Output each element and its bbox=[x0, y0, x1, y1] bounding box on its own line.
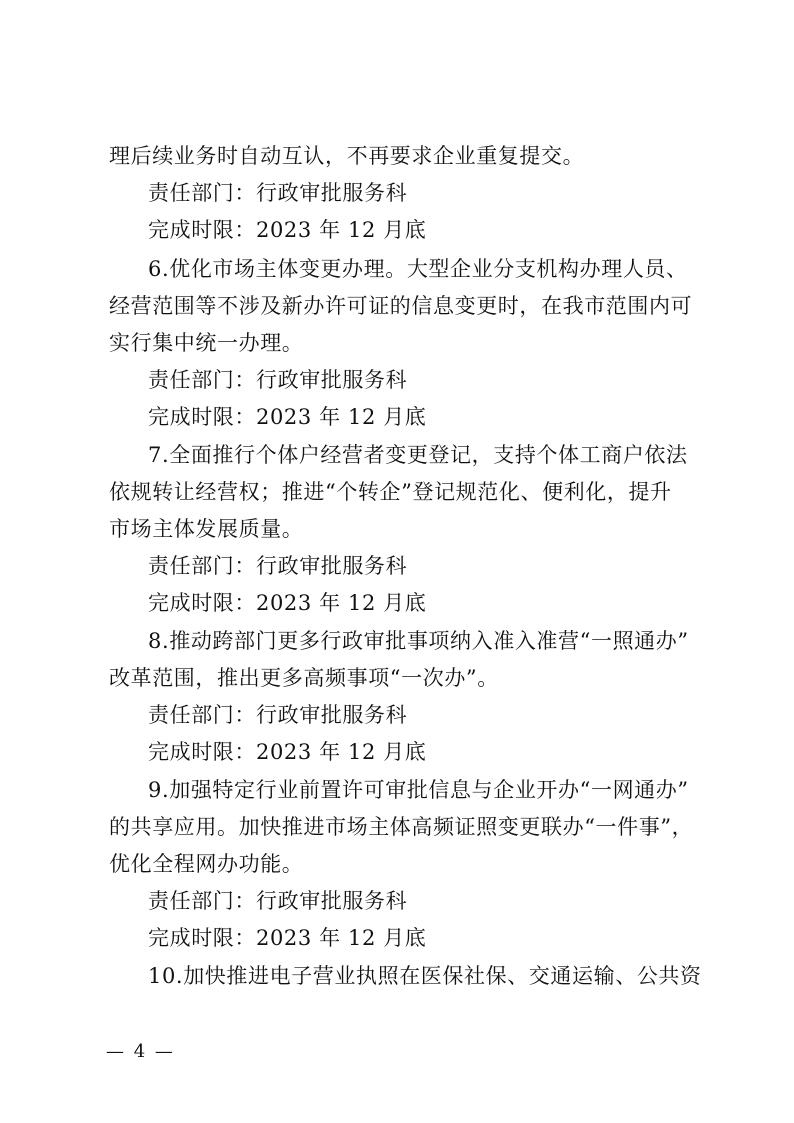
deadline: 完成时限：2023 年 12 月底 bbox=[148, 405, 427, 429]
paragraph-line: 优化全程网办功能。 bbox=[109, 852, 304, 876]
paragraph-line: 理后续业务时自动互认，不再要求企业重复提交。 bbox=[109, 144, 585, 168]
paragraph-line: 依规转让经营权；推进“个转企”登记规范化、便利化，提升 bbox=[109, 480, 672, 504]
deadline: 完成时限：2023 年 12 月底 bbox=[148, 926, 427, 950]
item-7-heading: 7.全面推行个体户经营者变更登记，支持个体工商户依法 bbox=[148, 443, 688, 467]
paragraph-line: 改革范围，推出更多高频事项“一次办”。 bbox=[109, 666, 499, 690]
item-8-heading: 8.推动跨部门更多行政审批事项纳入准入准营“一照通办” bbox=[148, 629, 689, 653]
responsible-department: 责任部门：行政审批服务科 bbox=[148, 889, 408, 913]
item-10-heading: 10.加快推进电子营业执照在医保社保、交通运输、公共资 bbox=[148, 964, 702, 988]
item-6-heading: 6.优化市场主体变更办理。大型企业分支机构办理人员、 bbox=[148, 257, 688, 281]
paragraph-line: 市场主体发展质量。 bbox=[109, 517, 304, 541]
deadline: 完成时限：2023 年 12 月底 bbox=[148, 218, 427, 242]
deadline: 完成时限：2023 年 12 月底 bbox=[148, 740, 427, 764]
deadline: 完成时限：2023 年 12 月底 bbox=[148, 591, 427, 615]
responsible-department: 责任部门：行政审批服务科 bbox=[148, 554, 408, 578]
paragraph-line: 经营范围等不涉及新办许可证的信息变更时，在我市范围内可 bbox=[109, 294, 693, 318]
responsible-department: 责任部门：行政审批服务科 bbox=[148, 181, 408, 205]
responsible-department: 责任部门：行政审批服务科 bbox=[148, 703, 408, 727]
item-9-heading: 9.加强特定行业前置许可审批信息与企业开办“一网通办” bbox=[148, 778, 689, 802]
paragraph-line: 的共享应用。加快推进市场主体高频证照变更联办“一件事”， bbox=[109, 815, 694, 839]
paragraph-line: 实行集中统一办理。 bbox=[109, 331, 304, 355]
responsible-department: 责任部门：行政审批服务科 bbox=[148, 368, 408, 392]
page-number: — 4 — bbox=[106, 1041, 175, 1062]
